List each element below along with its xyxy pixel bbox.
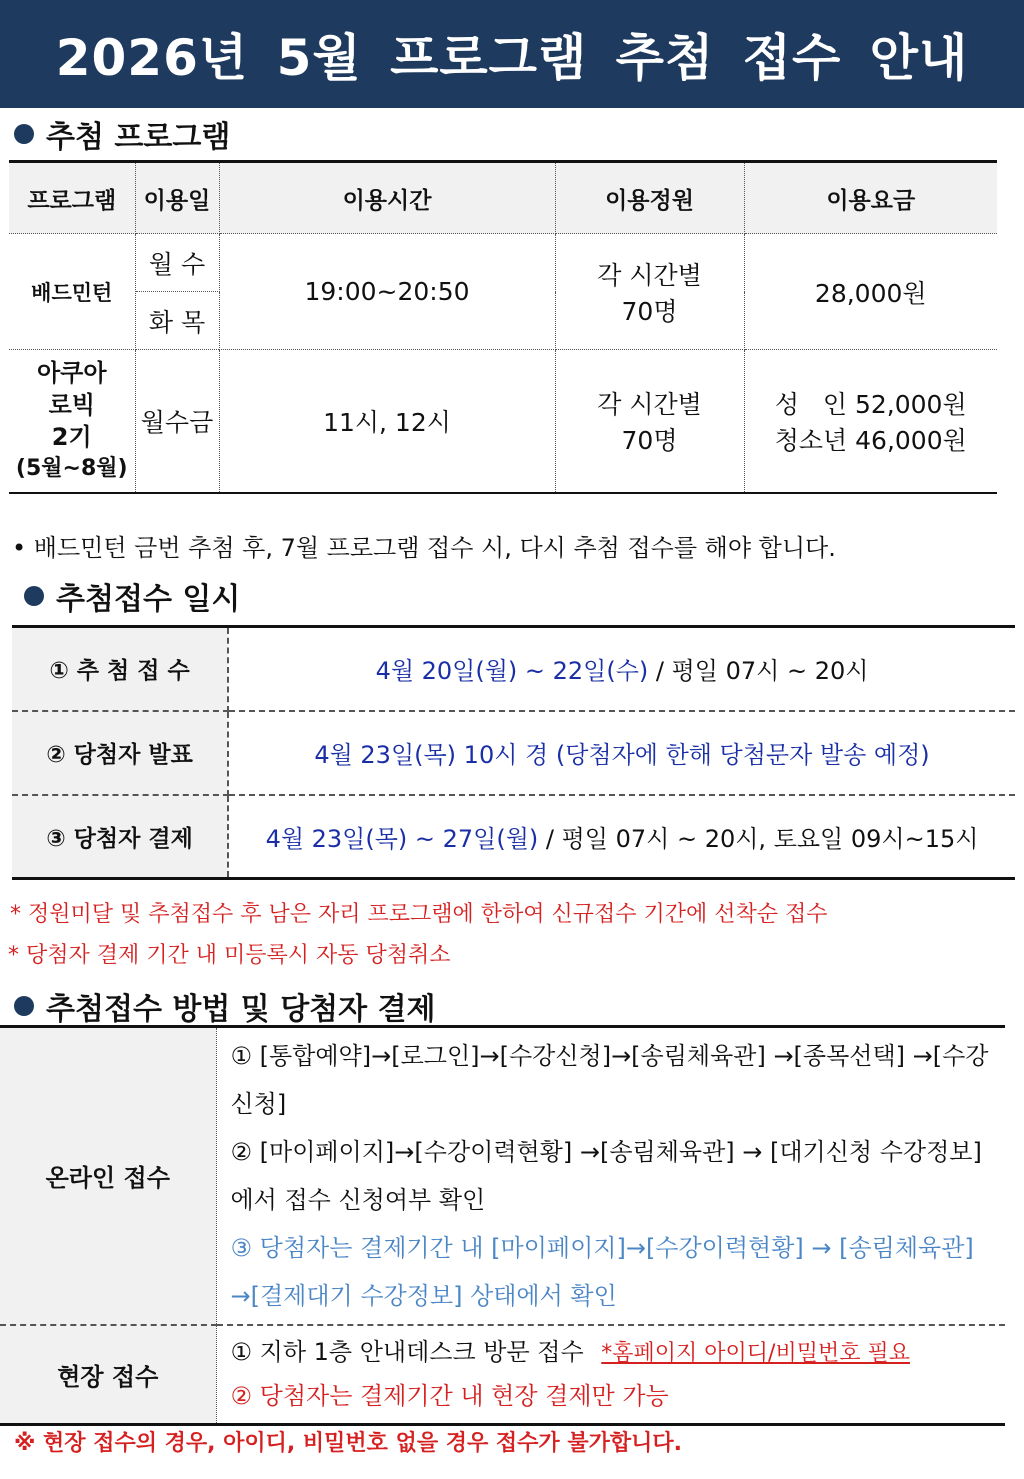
capacity-line-2: 70명: [621, 425, 678, 455]
schedule-label-payment: ③ 당첨자 결제: [12, 795, 228, 879]
badminton-day-2: 화 목: [135, 292, 219, 350]
section-title-method: [14, 984, 436, 1028]
table-header-row: [9, 162, 997, 234]
aqua-name-line-4: (5월~8월): [15, 455, 128, 481]
fee-adult: 성 인 52,000원: [774, 389, 967, 419]
schedule-table: [12, 625, 1015, 880]
aqua-name-line-2: 로빅: [48, 390, 95, 419]
badminton-time: 19:00~20:50: [219, 234, 555, 350]
online-step-1: ① [통합예약]→[로그인]→[수강신청]→[송림체육관] →[종목선택] →[수강신청]: [230, 1041, 989, 1118]
online-label: 온라인 접수: [0, 1027, 216, 1325]
aqua-time: 11시, 12시: [219, 350, 555, 493]
onsite-step-1: ① 지하 1층 안내데스크 방문 접수: [230, 1338, 584, 1367]
schedule-label-apply: ① 추 첨 접 수: [12, 627, 228, 711]
table-row: [12, 795, 1015, 879]
header-banner: [0, 0, 1024, 108]
onsite-step-2: ② 당첨자는 결제기간 내 현장 결제만 가능: [230, 1382, 669, 1411]
capacity-line-1: 각 시간별: [597, 260, 702, 290]
section-title-schedule: [24, 574, 240, 618]
online-steps: [216, 1027, 1005, 1325]
page-title: 2026년 5월 프로그램 추첨 접수 안내: [55, 29, 969, 87]
section-title-text: 추첨접수 방법 및 당첨자 결제: [46, 992, 436, 1027]
aqua-name-line-3: 2기: [51, 422, 92, 451]
program-name-badminton: 배드민턴: [9, 234, 135, 350]
onsite-steps: [216, 1325, 1005, 1425]
badminton-note: • 배드민턴 금번 추첨 후, 7월 프로그램 접수 시, 다시 추첨 접수를 해야 합니다.: [12, 534, 836, 562]
program-name-aqua: [9, 350, 135, 493]
table-row: [0, 1325, 1005, 1425]
table-row: [0, 1027, 1005, 1325]
schedule-value-announce: [228, 711, 1015, 795]
section-title-text: 추첨접수 일시: [56, 582, 241, 617]
badminton-capacity: [555, 234, 744, 350]
badminton-fee: 28,000원: [744, 234, 997, 350]
bullet-icon: [14, 124, 34, 144]
schedule-label-announce: ② 당첨자 발표: [12, 711, 228, 795]
aqua-fee: [744, 350, 997, 493]
onsite-step-1-line: [231, 1331, 996, 1375]
header-time: 이용시간: [219, 162, 555, 234]
onsite-label: 현장 접수: [0, 1325, 216, 1425]
online-step-3: ③ 당첨자는 결제기간 내 [마이페이지]→[수강이력현황] → [송림체육관] →[결제대기 수강정보] 상태에서 확인: [230, 1233, 974, 1310]
section-title-text: 추첨 프로그램: [46, 120, 231, 155]
program-table: [9, 160, 997, 494]
capacity-line-1: 각 시간별: [597, 389, 702, 419]
badminton-day-1: 월 수: [135, 234, 219, 292]
schedule-date: 4월 23일(목) 10시 경 (당첨자에 한해 당첨문자 발송 예정): [314, 741, 930, 769]
table-row: [9, 350, 997, 493]
schedule-date: 4월 20일(월) ~ 22일(수): [375, 657, 649, 686]
table-row: [12, 711, 1015, 795]
header-fee: 이용요금: [744, 162, 997, 234]
online-step-2: ② [마이페이지]→[수강이력현황] →[송림체육관] → [대기신청 수강정보]에서 접수 신청여부 확인: [230, 1137, 982, 1214]
onsite-id-note: *홈페이지 아이디/비밀번호 필요: [601, 1341, 910, 1367]
table-row: [9, 234, 997, 292]
schedule-value-apply: [228, 627, 1015, 711]
red-note-1: * 정원미달 및 추첨접수 후 남은 자리 프로그램에 한하여 신규접수 기간에 선착순 접수: [10, 902, 828, 927]
footer-warning: ※ 현장 접수의 경우, 아이디, 비밀번호 없을 경우 접수가 불가합니다.: [14, 1431, 682, 1456]
method-table: [0, 1025, 1005, 1426]
schedule-value-payment: [228, 795, 1015, 879]
aqua-capacity: [555, 350, 744, 493]
header-day: 이용일: [135, 162, 219, 234]
bullet-icon: [24, 586, 44, 606]
header-program: 프로그램: [9, 162, 135, 234]
aqua-day: 월수금: [135, 350, 219, 493]
red-note-2: * 당첨자 결제 기간 내 미등록시 자동 당첨취소: [8, 943, 451, 968]
table-row: [12, 627, 1015, 711]
section-title-programs: [14, 112, 230, 156]
capacity-line-2: 70명: [621, 296, 678, 326]
bullet-icon: [14, 996, 34, 1016]
header-capacity: 이용정원: [555, 162, 744, 234]
fee-youth: 청소년 46,000원: [774, 425, 967, 455]
aqua-name-line-1: 아쿠아: [36, 358, 107, 387]
schedule-hours: / 평일 07시 ~ 20시, 토요일 09시~15시: [538, 824, 979, 853]
schedule-date: 4월 23일(목) ~ 27일(월): [265, 824, 539, 853]
schedule-hours: / 평일 07시 ~ 20시: [648, 657, 869, 686]
